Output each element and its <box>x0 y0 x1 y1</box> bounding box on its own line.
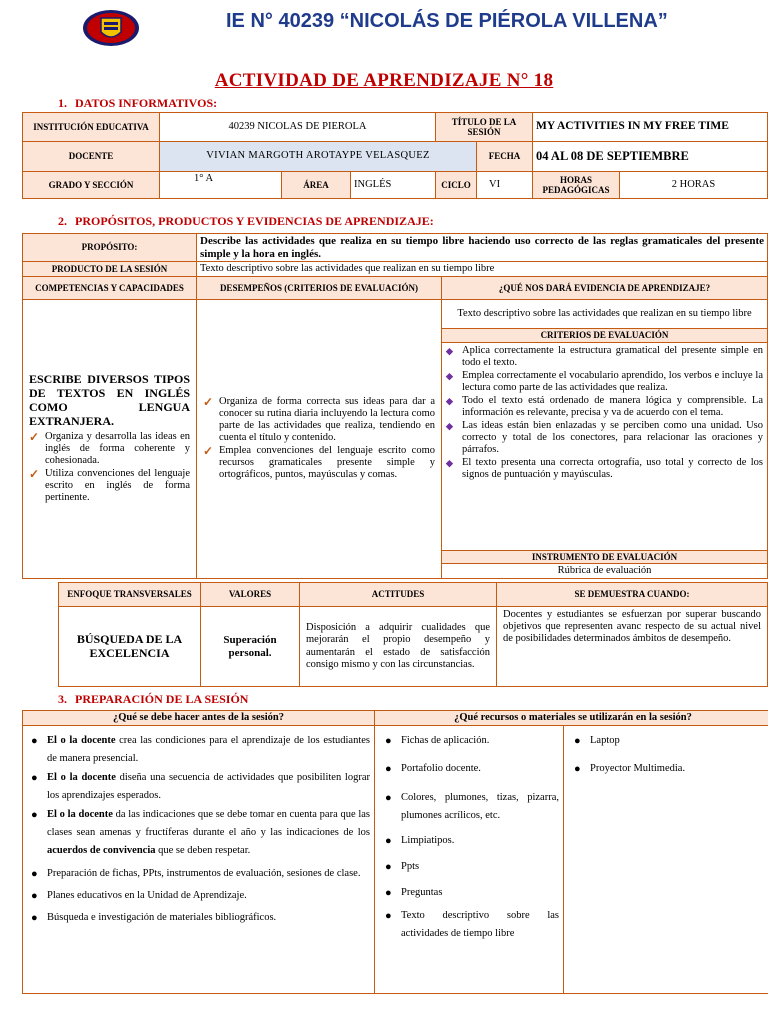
antes-text: Preparación de fichas, PPts, instrumentos de evaluación, sesiones de clase. <box>47 867 361 879</box>
antes-text: Búsqueda e investigación de materiales bibliográficos. <box>47 912 277 924</box>
capacidad-item <box>29 468 190 504</box>
criterio-item <box>446 395 763 419</box>
criterio-text: El texto presenta una correcta ortografía, uso total y correcto de los signos de puntuación y mayúsculas. <box>462 457 763 481</box>
section-1-title: DATOS INFORMATIVOS: <box>75 96 218 110</box>
criterio-text: Las ideas están bien enlazadas y se perciben como una unidad. Uso correcto y total de los conectores, para relacionar las oraciones y párrafos. <box>462 420 763 456</box>
recurso-item <box>379 884 559 902</box>
section-3-number: 3. <box>58 692 67 706</box>
evidencia-value: Texto descriptivo sobre las actividades que realizan en su tiempo libre <box>442 300 768 329</box>
antes-text: da las indicaciones que se debe tomar en cuenta para que las clases sean amenas y fructíferas durante el año y las indicaciones de los <box>47 808 370 838</box>
demuestra-value: Docentes y estudiantes se esfuerzan por superar buscando objetivos que representen avanc respecto de su actual nivel de posibilidades determinados ámbitos de desempeño. <box>497 607 768 687</box>
antes-item <box>25 887 370 905</box>
datos-informativos-table <box>22 112 768 199</box>
antes-item <box>25 909 370 927</box>
institucion-value: 40239 NICOLAS DE PIEROLA <box>160 113 436 142</box>
titulo-value: MY ACTIVITIES IN MY FREE TIME <box>533 113 768 142</box>
bullet-icon: ● <box>574 735 581 748</box>
desempeno-text: Emplea convenciones del lenguaje escrito como recursos gramaticales presente simple y ortográficos, puntos, mayúsculas y comas. <box>219 445 435 481</box>
proposito-label: PROPÓSITO: <box>23 234 197 262</box>
arrow-bullet-icon: ◆ <box>446 421 453 432</box>
recurso-text: Preguntas <box>401 887 443 899</box>
grado-label: GRADO Y SECCIÓN <box>23 172 160 199</box>
check-icon: ✓ <box>29 466 40 481</box>
actitud-value: Disposición a adquirir cualidades que mejorarán el propio desempeño y aumentarán el estado de satisfacción consigo mismo y con las circunstancias. <box>300 607 497 687</box>
recurso-item <box>379 789 559 826</box>
fecha-value: 04 AL 08 DE SEPTIEMBRE <box>533 142 768 172</box>
antes-text: diseña una secuencia de actividades que posibiliten lograr los aprendizajes esperados. <box>47 771 370 802</box>
criterio-item <box>446 457 763 481</box>
antes-item <box>25 732 370 769</box>
bullet-icon: ● <box>31 867 38 880</box>
recursos-label: ¿Qué recursos o materiales se utilizarán en la sesión? <box>375 711 768 726</box>
antes-bold: acuerdos de convivencia <box>47 845 156 857</box>
criterios-cell <box>442 342 768 550</box>
producto-label: PRODUCTO DE LA SESIÓN <box>23 262 197 277</box>
check-icon: ✓ <box>29 429 40 444</box>
capacidad-text: Organiza y desarrolla las ideas en inglés de forma coherente y cohesionada. <box>45 430 190 466</box>
producto-value: Texto descriptivo sobre las actividades que realizan en su tiempo libre <box>197 262 768 277</box>
recurso-text: Portafolio docente. <box>401 763 481 775</box>
bullet-icon: ● <box>31 912 38 925</box>
bullet-icon: ● <box>31 735 38 748</box>
arrow-bullet-icon: ◆ <box>446 370 453 381</box>
recursos-col2-cell <box>564 726 768 994</box>
recurso-text: Ppts <box>401 860 420 872</box>
bullet-icon: ● <box>31 808 38 821</box>
horas-value: 2 HORAS <box>620 172 768 199</box>
bullet-icon: ● <box>31 890 38 903</box>
desempeno-item <box>203 445 435 481</box>
preparacion-table <box>22 710 768 994</box>
criterio-text: Emplea correctamente el vocabulario aprendido, los verbos e incluye la lectura como parte de las actividades que realiza. <box>462 369 763 393</box>
criterio-item <box>446 345 763 369</box>
competencias-label: COMPETENCIAS Y CAPACIDADES <box>23 277 197 300</box>
criterios-label: CRITERIOS DE EVALUACIÓN <box>442 329 768 342</box>
section-2-heading <box>58 214 434 229</box>
instrumento-value: Rúbrica de evaluación <box>442 564 768 579</box>
school-title: IE N° 40239 “NICOLÁS DE PIÉROLA VILLENA” <box>226 10 668 32</box>
section-2-title: PROPÓSITOS, PRODUCTOS Y EVIDENCIAS DE APRENDIZAJE: <box>75 214 434 228</box>
section-3-heading <box>58 692 248 707</box>
fecha-label: FECHA <box>477 142 533 172</box>
area-label: ÁREA <box>282 172 351 199</box>
criterio-text: Aplica correctamente la estructura gramatical del presente simple en todo el texto. <box>462 344 763 368</box>
valor-value: Superación personal. <box>201 607 300 687</box>
school-crest-icon <box>82 8 140 48</box>
recurso-item <box>379 858 559 876</box>
titulo-label: TÍTULO DE LA SESIÓN <box>436 113 533 142</box>
recurso-item <box>568 760 767 778</box>
grado-value: 1° A <box>160 172 282 199</box>
recurso-item <box>379 760 559 778</box>
recurso-item <box>379 832 559 850</box>
section-2-number: 2. <box>58 214 67 228</box>
enfoque-table <box>58 582 768 687</box>
recurso-text: Fichas de aplicación. <box>401 735 490 747</box>
recurso-text: Proyector Multimedia. <box>590 763 686 775</box>
antes-bold: El o la docente <box>47 808 113 820</box>
recurso-text: Texto descriptivo sobre las actividades de tiempo libre <box>401 909 559 940</box>
recurso-item <box>379 907 559 944</box>
antes-cell <box>23 726 375 994</box>
activity-title: ACTIVIDAD DE APRENDIZAJE N° 18 <box>214 70 554 91</box>
competencia-cell <box>23 300 197 579</box>
bullet-icon: ● <box>385 763 392 776</box>
recurso-text: Laptop <box>590 735 620 747</box>
ciclo-value: VI <box>477 172 533 199</box>
bullet-icon: ● <box>385 860 392 873</box>
antes-bold: El o la docente <box>47 771 116 783</box>
bullet-icon: ● <box>385 909 392 922</box>
capacidad-text: Utiliza convenciones del lenguaje escrito en inglés de forma pertinente. <box>45 467 190 503</box>
desempeno-item <box>203 396 435 444</box>
recurso-item <box>379 732 559 750</box>
docente-value: VIVIAN MARGOTH AROTAYPE VELASQUEZ <box>160 142 477 172</box>
arrow-bullet-icon: ◆ <box>446 345 453 356</box>
bullet-icon: ● <box>31 771 38 784</box>
antes-item <box>25 769 370 806</box>
desempenos-label: DESEMPEÑOS (CRITERIOS DE EVALUACIÓN) <box>197 277 442 300</box>
bullet-icon: ● <box>385 735 392 748</box>
arrow-bullet-icon: ◆ <box>446 458 453 469</box>
valores-label: VALORES <box>201 583 300 607</box>
recurso-item <box>568 732 767 750</box>
criterio-item <box>446 370 763 394</box>
antes-text: crea las condiciones para el aprendizaje de los estudiantes de manera presencial. <box>47 735 371 765</box>
antes-bold: El o la docente <box>47 735 116 747</box>
enfoque-label: ENFOQUE TRANSVERSALES <box>59 583 201 607</box>
antes-text: que se deben respetar. <box>155 845 251 857</box>
check-icon: ✓ <box>203 395 214 409</box>
institucion-label: INSTITUCIÓN EDUCATIVA <box>23 113 160 142</box>
evidencia-label: ¿QUÉ NOS DARÁ EVIDENCIA DE APRENDIZAJE? <box>442 277 768 300</box>
demuestra-label: SE DEMUESTRA CUANDO: <box>497 583 768 607</box>
check-icon: ✓ <box>203 444 214 459</box>
bullet-icon: ● <box>385 791 392 804</box>
desempeno-text: Organiza de forma correcta sus ideas para dar a conocer su rutina diaria incluyendo la lectura como parte de las actividades que realiza, tendiendo en cuenta el título y contenido. <box>219 396 435 444</box>
proposito-value: Describe las actividades que realiza en su tiempo libre haciendo uso correcto de las reglas gramaticales del presente simple y la hora en inglés. <box>197 234 768 262</box>
section-1-heading <box>58 96 217 111</box>
area-value: INGLÉS <box>351 172 436 199</box>
section-1-number: 1. <box>58 96 67 110</box>
recurso-text: Limpiatipos. <box>401 834 455 846</box>
antes-item <box>25 865 370 883</box>
antes-text: Planes educativos en la Unidad de Aprendizaje. <box>47 890 247 902</box>
criterio-item <box>446 420 763 456</box>
capacidad-item <box>29 431 190 467</box>
docente-label: DOCENTE <box>23 142 160 172</box>
ciclo-label: CICLO <box>436 172 477 199</box>
section-3-title: PREPARACIÓN DE LA SESIÓN <box>75 692 249 706</box>
recurso-text: Colores, plumones, tizas, pizarra, plumones acrílicos, etc. <box>401 791 559 822</box>
bullet-icon: ● <box>385 887 392 900</box>
instrumento-label: INSTRUMENTO DE EVALUACIÓN <box>442 550 768 563</box>
recursos-col1-cell <box>375 726 564 994</box>
bullet-icon: ● <box>385 834 392 847</box>
propositos-table <box>22 233 768 579</box>
criterio-text: Todo el texto está ordenado de manera lógica y comprensible. La información es relevante, precisa y va de acuerdo con el tema. <box>462 394 763 418</box>
antes-item <box>25 806 370 861</box>
arrow-bullet-icon: ◆ <box>446 395 453 406</box>
enfoque-value: BÚSQUEDA DE LA EXCELENCIA <box>59 607 201 687</box>
competencia-title: ESCRIBE DIVERSOS TIPOS DE TEXTOS EN INGLÉS COMO LENGUA EXTRANJERA. <box>29 372 190 428</box>
bullet-icon: ● <box>574 763 581 776</box>
horas-label: HORAS PEDAGÓGICAS <box>533 172 620 199</box>
antes-label: ¿Qué se debe hacer antes de la sesión? <box>23 711 375 726</box>
desempenos-cell <box>197 300 442 579</box>
actitudes-label: ACTITUDES <box>300 583 497 607</box>
